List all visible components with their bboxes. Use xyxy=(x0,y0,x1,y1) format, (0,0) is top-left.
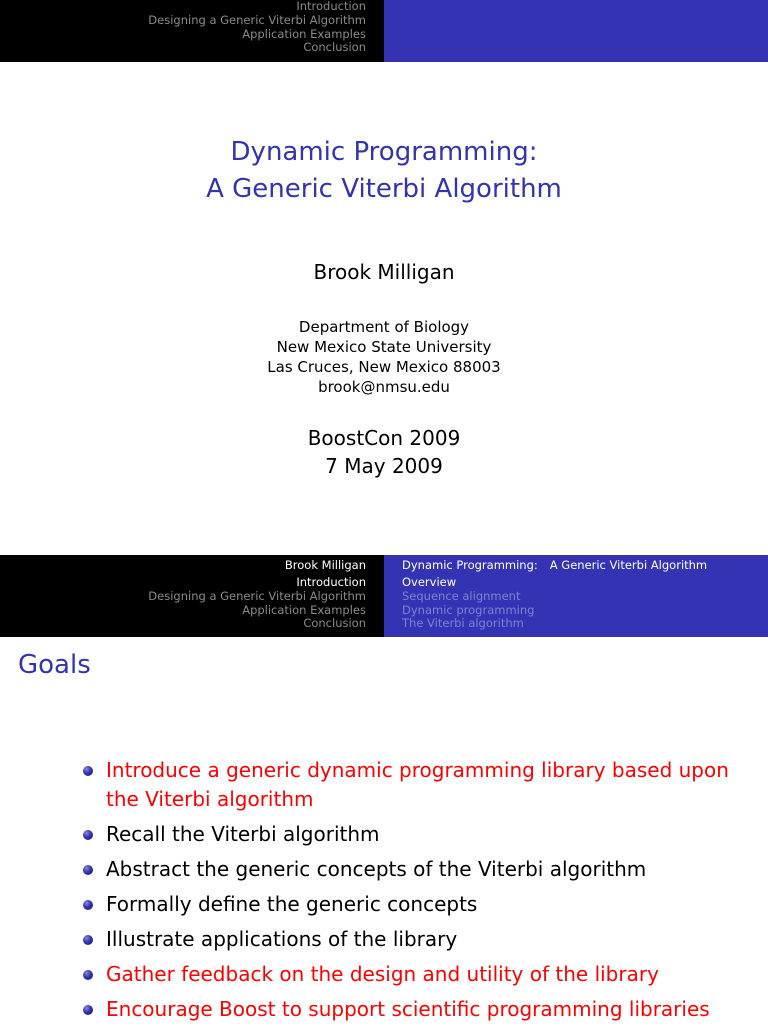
ball-bullet-icon xyxy=(83,900,93,910)
email-address: brook@nmsu.edu xyxy=(318,378,450,396)
title-line-2: A Generic Viterbi Algorithm xyxy=(206,174,562,204)
header-short-title xyxy=(402,558,707,572)
slide1-section-nav xyxy=(148,0,366,55)
slide2-subsection-nav xyxy=(402,576,534,631)
list-item xyxy=(82,995,742,1024)
slide2-header xyxy=(0,555,768,637)
goal-text: Formally define the generic concepts xyxy=(106,892,478,916)
nav-subsection-viterbi-algorithm[interactable]: The Viterbi algorithm xyxy=(402,616,524,631)
event-name: BoostCon 2009 xyxy=(307,426,461,450)
slide2-header-right-panel xyxy=(384,555,768,637)
university: New Mexico State University xyxy=(276,338,492,356)
nav-section-conclusion[interactable]: Conclusion xyxy=(303,616,366,631)
nav-section-application-examples[interactable]: Application Examples xyxy=(242,602,366,617)
slide2-section-nav xyxy=(148,576,366,631)
list-item xyxy=(82,855,742,884)
nav-subsection-overview[interactable]: Overview xyxy=(402,575,457,589)
nav-subsection-sequence-alignment[interactable]: Sequence alignment xyxy=(402,588,521,603)
slide1-header-left-panel xyxy=(0,0,384,62)
frame-title: Goals xyxy=(18,650,91,680)
nav-section-introduction[interactable]: Introduction xyxy=(296,575,366,589)
event-info xyxy=(0,424,768,480)
event-date: 7 May 2009 xyxy=(325,454,443,478)
goals-list xyxy=(82,756,742,1030)
list-item xyxy=(82,890,742,919)
presentation-title xyxy=(0,134,768,208)
nav-section-designing[interactable]: Designing a Generic Viterbi Algorithm xyxy=(148,12,366,27)
nav-section-introduction[interactable]: Introduction xyxy=(296,0,366,13)
author-name: Brook Milligan xyxy=(313,260,455,284)
header-title-part-2: A Generic Viterbi Algorithm xyxy=(549,558,708,572)
ball-bullet-icon xyxy=(83,935,93,945)
nav-section-designing[interactable]: Designing a Generic Viterbi Algorithm xyxy=(148,588,366,603)
city-address: Las Cruces, New Mexico 88003 xyxy=(267,358,501,376)
header-title-part-1: Dynamic Programming: xyxy=(402,558,538,572)
goal-text: Recall the Viterbi algorithm xyxy=(106,822,380,846)
nav-section-application-examples[interactable]: Application Examples xyxy=(242,26,366,41)
goal-text: Illustrate applications of the library xyxy=(106,927,458,951)
slide1-header-right-panel xyxy=(384,0,768,62)
nav-section-conclusion[interactable]: Conclusion xyxy=(303,40,366,55)
list-item xyxy=(82,820,742,849)
ball-bullet-icon xyxy=(83,865,93,875)
goal-text: Gather feedback on the design and utility of the library xyxy=(106,962,659,986)
slide1-header xyxy=(0,0,768,62)
goal-text: Abstract the generic concepts of the Viterbi algorithm xyxy=(106,857,647,881)
nav-subsection-dynamic-programming[interactable]: Dynamic programming xyxy=(402,602,535,617)
list-item xyxy=(82,756,742,814)
goal-text: Encourage Boost to support scientific programming libraries xyxy=(106,997,710,1021)
goal-text: Introduce a generic dynamic programming library based upon the Viterbi algorithm xyxy=(106,758,729,811)
ball-bullet-icon xyxy=(83,766,93,776)
author-affiliation xyxy=(0,317,768,397)
title-line-1: Dynamic Programming: xyxy=(230,137,538,167)
ball-bullet-icon xyxy=(83,830,93,840)
list-item xyxy=(82,960,742,989)
header-author: Brook Milligan xyxy=(284,558,366,572)
slide2-header-left-panel xyxy=(0,555,384,637)
ball-bullet-icon xyxy=(83,1005,93,1015)
ball-bullet-icon xyxy=(83,970,93,980)
department: Department of Biology xyxy=(298,318,470,336)
list-item xyxy=(82,925,742,954)
